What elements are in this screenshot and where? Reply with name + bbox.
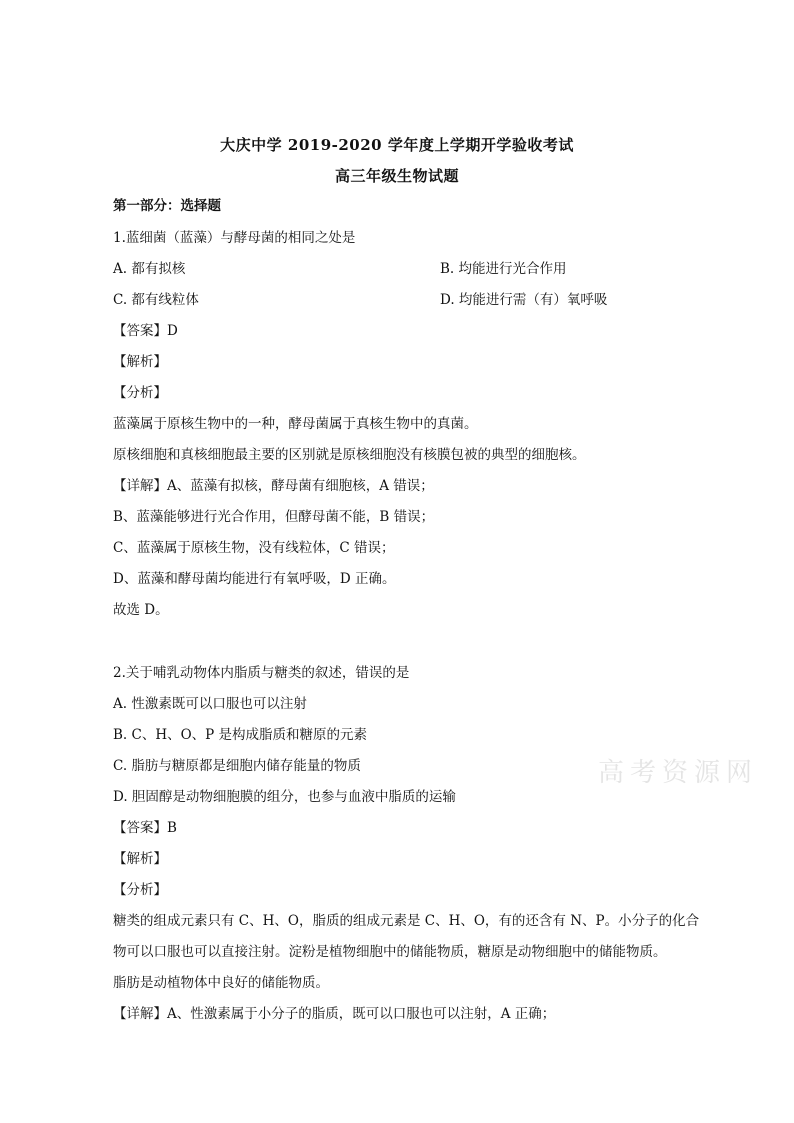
q1-fenxi-2: 原核细胞和真核细胞最主要的区别就是原核细胞没有核膜包被的典型的细胞核。 xyxy=(113,447,586,463)
q2-fenxi-3: 脂肪是动植物体中良好的储能物质。 xyxy=(113,975,329,991)
q2-fenxi-2: 物可以口服也可以直接注射。淀粉是植物细胞中的储能物质，糖原是动物细胞中的储能物质。 xyxy=(113,944,667,960)
q1-detail-4: D、蓝藻和酵母菌均能进行有氧呼吸，D 正确。 xyxy=(113,571,396,587)
q2-option-c: C. 脂肪与糖原都是细胞内储存能量的物质 xyxy=(113,758,361,774)
section-heading: 第一部分：选择题 xyxy=(113,198,221,214)
exam-title: 大庆中学 2019-2020 学年度上学期开学验收考试 xyxy=(220,136,574,154)
q2-answer: 【答案】B xyxy=(113,820,177,836)
q2-option-b: B. C、H、O、P 是构成脂质和糖原的元素 xyxy=(113,727,368,743)
exam-subtitle: 高三年级生物试题 xyxy=(334,167,459,185)
q1-answer: 【答案】D xyxy=(113,323,178,339)
q1-conclusion: 故选 D。 xyxy=(113,602,169,618)
q1-fenxi-label: 【分析】 xyxy=(113,385,167,401)
q1-detail-2: B、蓝藻能够进行光合作用，但酵母菌不能，B 错误； xyxy=(113,509,435,525)
q2-fenxi-label: 【分析】 xyxy=(113,882,167,898)
q2-stem: 2.关于哺乳动物体内脂质与糖类的叙述，错误的是 xyxy=(113,665,410,681)
q1-option-a: A. 都有拟核 xyxy=(113,261,186,277)
q1-detail-3: C、蓝藻属于原核生物，没有线粒体，C 错误； xyxy=(113,540,395,556)
q2-detail-1: 【详解】A、性激素属于小分子的脂质，既可以口服也可以注射，A 正确； xyxy=(113,1006,556,1022)
q1-option-d: D. 均能进行需（有）氧呼吸 xyxy=(440,292,608,308)
q2-fenxi-1: 糖类的组成元素只有 C、H、O，脂质的组成元素是 C、H、O，有的还含有 N、P。小分子的化合 xyxy=(113,913,700,929)
q1-stem: 1.蓝细菌（蓝藻）与酵母菌的相同之处是 xyxy=(113,230,356,246)
q1-analysis-label: 【解析】 xyxy=(113,354,167,370)
q1-option-c: C. 都有线粒体 xyxy=(113,292,199,308)
watermark: 高考资源网 xyxy=(598,758,759,788)
q1-fenxi-1: 蓝藻属于原核生物中的一种，酵母菌属于真核生物中的真菌。 xyxy=(113,416,478,432)
q1-detail-1: 【详解】A、蓝藻有拟核，酵母菌有细胞核，A 错误； xyxy=(113,478,434,494)
q2-analysis-label: 【解析】 xyxy=(113,851,167,867)
q2-option-d: D. 胆固醇是动物细胞膜的组分，也参与血液中脂质的运输 xyxy=(113,789,456,805)
q1-option-b: B. 均能进行光合作用 xyxy=(440,261,567,277)
q2-option-a: A. 性激素既可以口服也可以注射 xyxy=(113,696,307,712)
